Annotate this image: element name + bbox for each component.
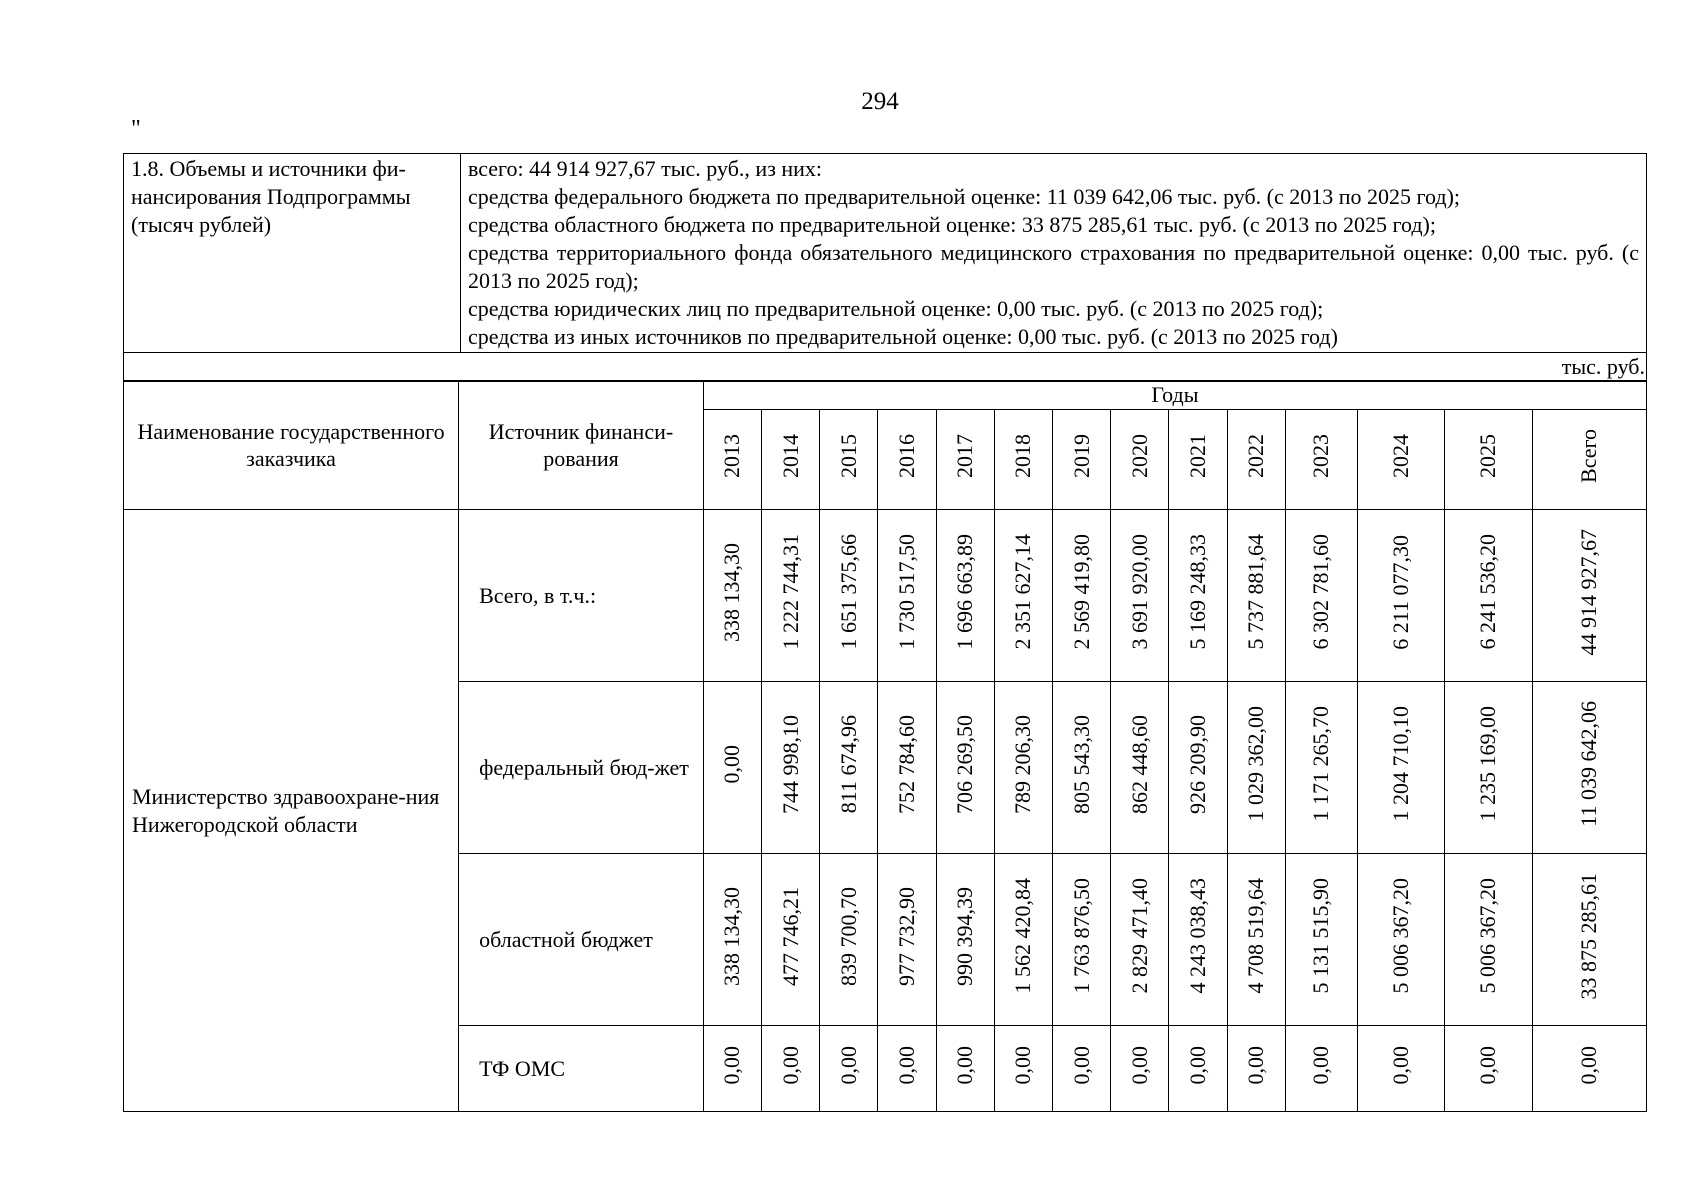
value-cell [878, 510, 936, 682]
year-header-label: 2021 [1184, 434, 1210, 478]
value-text: 0,00 [777, 1045, 803, 1085]
year-header-cell [820, 410, 878, 510]
value-text: 0,00 [719, 744, 745, 784]
value-text: 1 730 517,50 [894, 534, 920, 650]
value-cell [1227, 682, 1285, 854]
value-cell [1445, 1026, 1532, 1112]
value-text: 926 209,90 [1184, 714, 1210, 814]
value-text: 1 235 169,00 [1475, 706, 1501, 822]
value-text: 6 211 077,30 [1388, 534, 1414, 650]
funding-table [123, 380, 1647, 1112]
year-header-label: 2020 [1126, 434, 1152, 478]
funding-source: федеральный бюд-жет [459, 682, 704, 854]
value-text: 0,00 [1475, 1045, 1501, 1085]
value-text: 5 006 367,20 [1475, 878, 1501, 994]
value-text: 2 351 627,14 [1010, 534, 1036, 650]
value-cell [1227, 510, 1285, 682]
year-header-label: 2018 [1010, 434, 1036, 478]
year-header-label: 2023 [1308, 434, 1334, 478]
value-cell [1227, 854, 1285, 1026]
value-text: 811 674,96 [835, 714, 861, 814]
value-text: 2 829 471,40 [1126, 878, 1152, 994]
value-cell [994, 682, 1052, 854]
value-text: 839 700,70 [835, 886, 861, 986]
value-cell [1053, 854, 1111, 1026]
value-text: 6 241 536,20 [1475, 534, 1501, 650]
value-text: 1 222 744,31 [777, 534, 803, 650]
value-text: 5 169 248,33 [1184, 534, 1210, 650]
quote-mark: " [131, 116, 141, 142]
unit-label: тыс. руб. [124, 353, 1647, 382]
value-text: 338 134,30 [719, 886, 745, 986]
value-cell [1053, 1026, 1111, 1112]
year-header-label: 2014 [777, 434, 803, 478]
value-text: 1 171 265,70 [1308, 706, 1334, 822]
value-text: 0,00 [952, 1045, 978, 1085]
description-line: средства федерального бюджета по предварительной оценке: 11 039 642,06 тыс. руб. (с 2013 по 2025 год); [468, 184, 1461, 209]
year-header-label: 2015 [835, 434, 861, 478]
value-cell [1111, 510, 1169, 682]
year-header-label: 2024 [1388, 434, 1414, 478]
funding-source: областной бюджет [459, 854, 704, 1026]
value-cell [820, 854, 878, 1026]
value-cell [994, 854, 1052, 1026]
value-cell [1169, 510, 1227, 682]
year-header-cell [1445, 410, 1532, 510]
value-text: 0,00 [1388, 1045, 1414, 1085]
year-header-label: 2019 [1068, 434, 1094, 478]
value-text: 0,00 [1126, 1045, 1152, 1085]
customer-name: Министерство здравоохране-ния Нижегородской области [124, 510, 459, 1112]
value-cell [762, 854, 820, 1026]
value-text: 706 269,50 [952, 714, 978, 814]
value-cell [1111, 1026, 1169, 1112]
value-cell [936, 854, 994, 1026]
value-cell [1285, 510, 1357, 682]
year-header-label: 2016 [894, 434, 920, 478]
value-cell [1285, 682, 1357, 854]
description-line: всего: 44 914 927,67 тыс. руб., из них: [468, 156, 823, 181]
value-text: 1 204 710,10 [1388, 706, 1414, 822]
year-header-label: 2025 [1475, 434, 1501, 478]
year-header-cell [703, 410, 761, 510]
value-text: 0,00 [1576, 1045, 1602, 1085]
year-header-cell [936, 410, 994, 510]
value-cell [820, 682, 878, 854]
value-cell [936, 682, 994, 854]
value-cell [1445, 854, 1532, 1026]
value-cell [1358, 682, 1445, 854]
value-cell [762, 510, 820, 682]
value-cell [703, 1026, 761, 1112]
value-text: 990 394,39 [952, 886, 978, 986]
value-cell [1445, 510, 1532, 682]
header-source: Источник финанси-рования [459, 381, 704, 510]
value-text: 4 243 038,43 [1184, 878, 1210, 994]
value-cell [820, 1026, 878, 1112]
value-text: 0,00 [1308, 1045, 1334, 1085]
year-header-cell [1053, 410, 1111, 510]
value-cell [1532, 854, 1646, 1026]
value-text: 744 998,10 [777, 714, 803, 814]
value-text: 977 732,90 [894, 886, 920, 986]
value-text: 1 029 362,00 [1243, 706, 1269, 822]
year-header-cell [1111, 410, 1169, 510]
value-text: 752 784,60 [894, 714, 920, 814]
year-header-cell [1532, 410, 1646, 510]
value-text: 0,00 [1068, 1045, 1094, 1085]
value-text: 1 562 420,84 [1010, 878, 1036, 994]
value-text: 0,00 [1010, 1045, 1036, 1085]
value-cell [1358, 510, 1445, 682]
value-text: 789 206,30 [1010, 714, 1036, 814]
value-cell [762, 682, 820, 854]
value-text: 1 763 876,50 [1068, 878, 1094, 994]
year-header-cell [1358, 410, 1445, 510]
page-number: 294 [861, 88, 899, 115]
value-cell [1169, 682, 1227, 854]
value-cell [820, 510, 878, 682]
year-header-cell [994, 410, 1052, 510]
value-text: 2 569 419,80 [1068, 534, 1094, 650]
value-text: 0,00 [1184, 1045, 1210, 1085]
value-text: 0,00 [1243, 1045, 1269, 1085]
section-description [461, 154, 1647, 353]
value-cell [994, 510, 1052, 682]
value-text: 6 302 781,60 [1308, 534, 1334, 650]
value-cell [1111, 854, 1169, 1026]
value-text: 5 006 367,20 [1388, 878, 1414, 994]
year-header-label: 2017 [952, 434, 978, 478]
value-cell [1285, 854, 1357, 1026]
value-cell [1358, 854, 1445, 1026]
value-cell [994, 1026, 1052, 1112]
value-cell [1169, 1026, 1227, 1112]
description-line: средства территориального фонда обязательного медицинского страхования по предварительной оценке: 0,00 тыс. руб. (с 2013 по 2025 год); [468, 240, 1639, 293]
value-text: 338 134,30 [719, 542, 745, 642]
value-text: 44 914 927,67 [1576, 528, 1602, 656]
value-text: 477 746,21 [777, 886, 803, 986]
year-header-label: 2013 [719, 434, 745, 478]
header-customer: Наименование государственного заказчика [124, 381, 459, 510]
value-cell [1111, 682, 1169, 854]
value-text: 862 448,60 [1126, 714, 1152, 814]
value-text: 0,00 [719, 1045, 745, 1085]
value-cell [936, 510, 994, 682]
value-cell [762, 1026, 820, 1112]
value-text: 3 691 920,00 [1126, 534, 1152, 650]
year-header-cell [1227, 410, 1285, 510]
description-line: средства юридических лиц по предварительной оценке: 0,00 тыс. руб. (с 2013 по 2025 год); [468, 296, 1324, 321]
description-line: средства областного бюджета по предварительной оценке: 33 875 285,61 тыс. руб. (с 2013 по 2025 год); [468, 212, 1436, 237]
year-header-cell [1169, 410, 1227, 510]
header-years: Годы [703, 381, 1646, 410]
year-header-label: 2022 [1243, 434, 1269, 478]
value-text: 4 708 519,64 [1243, 878, 1269, 994]
funding-source: ТФ ОМС [459, 1026, 704, 1112]
value-cell [703, 510, 761, 682]
table-row [124, 510, 1647, 682]
value-cell [1285, 1026, 1357, 1112]
value-text: 5 131 515,90 [1308, 878, 1334, 994]
value-cell [703, 854, 761, 1026]
value-cell [1445, 682, 1532, 854]
subprogram-funding-section [123, 153, 1647, 382]
year-header-cell [878, 410, 936, 510]
section-label: 1.8. Объемы и источники фи-нансирования Подпрограммы (тысяч рублей) [124, 154, 461, 353]
value-text: 5 737 881,64 [1243, 534, 1269, 650]
value-text: 0,00 [835, 1045, 861, 1085]
value-cell [1532, 682, 1646, 854]
value-text: 1 651 375,66 [835, 534, 861, 650]
description-line: средства из иных источников по предварительной оценке: 0,00 тыс. руб. (с 2013 по 2025 год) [468, 324, 1338, 349]
value-text: 1 696 663,89 [952, 534, 978, 650]
year-header-cell [762, 410, 820, 510]
value-cell [1358, 1026, 1445, 1112]
value-cell [878, 1026, 936, 1112]
value-cell [1532, 510, 1646, 682]
value-cell [878, 854, 936, 1026]
value-cell [1053, 510, 1111, 682]
value-cell [1053, 682, 1111, 854]
value-text: 33 875 285,61 [1576, 872, 1602, 1000]
value-text: 805 543,30 [1068, 714, 1094, 814]
year-header-label: Всего [1576, 429, 1602, 483]
value-text: 0,00 [894, 1045, 920, 1085]
value-cell [703, 682, 761, 854]
value-cell [936, 1026, 994, 1112]
value-cell [1532, 1026, 1646, 1112]
value-cell [1169, 854, 1227, 1026]
value-text: 11 039 642,06 [1576, 701, 1602, 827]
value-cell [1227, 1026, 1285, 1112]
funding-source: Всего, в т.ч.: [459, 510, 704, 682]
value-cell [878, 682, 936, 854]
year-header-cell [1285, 410, 1357, 510]
